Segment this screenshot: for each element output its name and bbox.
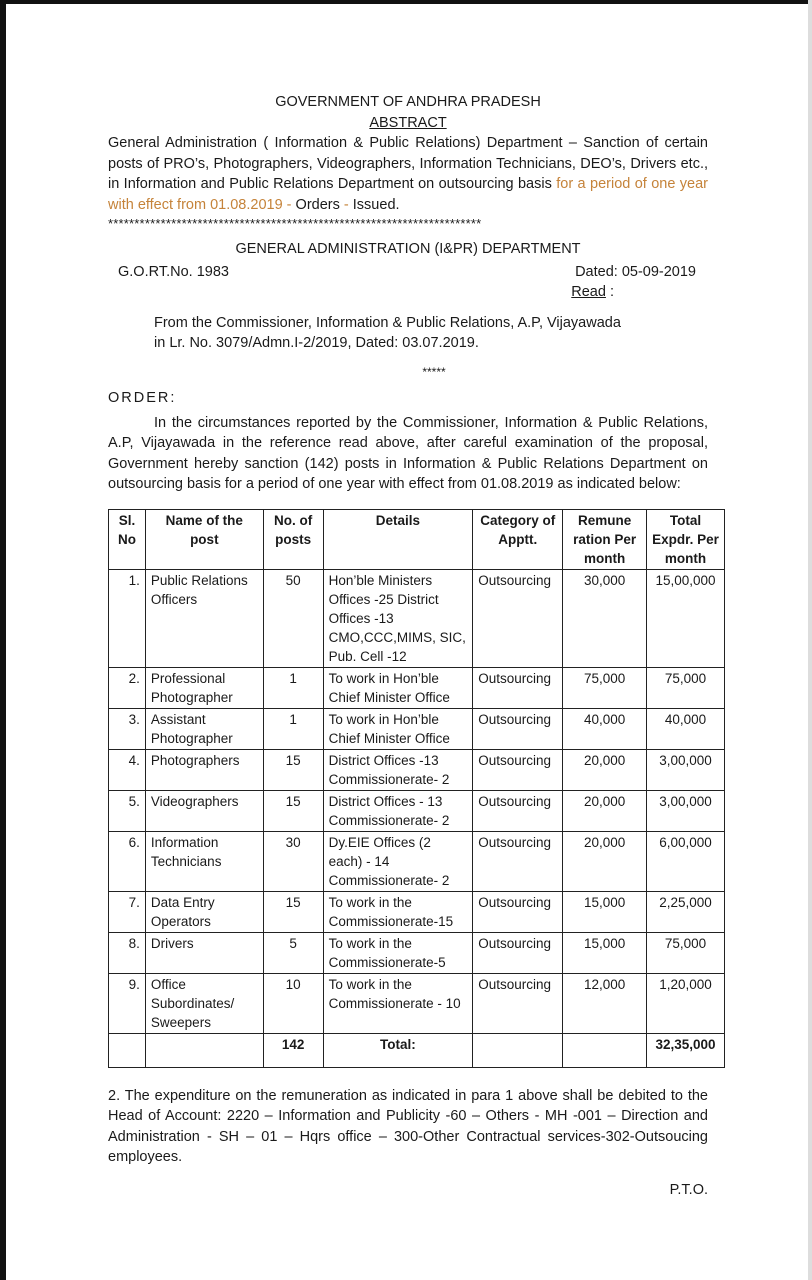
order-paragraph: In the circumstances reported by the Commissioner, Information & Public Relations, A.P, Vijayawada in the reference read above, after careful examination of the proposal, Government hereby sanction (142) posts in Information & Public Relations Department on outsourcing basis for a period of one year with effect from 01.08.2019 as indicated below: bbox=[108, 414, 708, 492]
table-row bbox=[109, 973, 725, 1033]
row-total: 15,00,000 bbox=[647, 569, 725, 667]
header-remuneration: Remune ration Per month bbox=[563, 509, 647, 569]
table-row bbox=[109, 749, 725, 790]
row-category: Outsourcing bbox=[473, 790, 563, 831]
subject-dash: - bbox=[343, 196, 349, 213]
row-sl: 1. bbox=[109, 569, 146, 667]
reference-block bbox=[108, 313, 708, 354]
row-name: Drivers bbox=[145, 932, 263, 973]
subject-period: for a period of one year with effect from 01.08.2019 - bbox=[108, 176, 708, 213]
go-date: Dated: 05-09-2019 bbox=[575, 263, 696, 280]
table-row bbox=[109, 831, 725, 891]
order-heading: ORDER: bbox=[108, 390, 177, 406]
subject-paragraph bbox=[108, 133, 708, 215]
row-name: Information Technicians bbox=[145, 831, 263, 891]
scan-edge-right bbox=[808, 0, 812, 1280]
row-remuneration: 15,000 bbox=[563, 932, 647, 973]
go-number-row bbox=[108, 262, 708, 283]
row-sl: 2. bbox=[109, 667, 146, 708]
row-total: 3,00,000 bbox=[647, 790, 725, 831]
row-category: Outsourcing bbox=[473, 831, 563, 891]
row-remuneration: 40,000 bbox=[563, 708, 647, 749]
row-sl: 3. bbox=[109, 708, 146, 749]
row-details: To work in the Commissionerate-15 bbox=[323, 891, 473, 932]
row-total: 75,000 bbox=[647, 932, 725, 973]
row-total: 1,20,000 bbox=[647, 973, 725, 1033]
header-name: Name of the post bbox=[145, 509, 263, 569]
abstract-heading: ABSTRACT bbox=[369, 114, 447, 131]
total-empty-category bbox=[473, 1033, 563, 1067]
row-details: District Offices -13 Commissionerate- 2 bbox=[323, 749, 473, 790]
row-name: Assistant Photographer bbox=[145, 708, 263, 749]
subject-orders: Orders bbox=[295, 196, 340, 213]
row-details: To work in Hon’ble Chief Minister Office bbox=[323, 667, 473, 708]
table-row bbox=[109, 569, 725, 667]
row-category: Outsourcing bbox=[473, 932, 563, 973]
row-remuneration: 20,000 bbox=[563, 831, 647, 891]
row-total: 3,00,000 bbox=[647, 749, 725, 790]
document-page bbox=[108, 92, 719, 1200]
row-total: 75,000 bbox=[647, 667, 725, 708]
scan-edge-left bbox=[0, 0, 6, 1280]
total-amount: 32,35,000 bbox=[647, 1033, 725, 1067]
row-details: To work in Hon’ble Chief Minister Office bbox=[323, 708, 473, 749]
read-colon: : bbox=[605, 284, 614, 300]
row-category: Outsourcing bbox=[473, 667, 563, 708]
row-remuneration: 15,000 bbox=[563, 891, 647, 932]
row-posts: 15 bbox=[263, 891, 323, 932]
row-remuneration: 20,000 bbox=[563, 790, 647, 831]
row-name: Public Relations Officers bbox=[145, 569, 263, 667]
row-sl: 7. bbox=[109, 891, 146, 932]
row-category: Outsourcing bbox=[473, 973, 563, 1033]
row-details: To work in the Commissionerate - 10 bbox=[323, 973, 473, 1033]
header-posts: No. of posts bbox=[263, 509, 323, 569]
row-sl: 8. bbox=[109, 932, 146, 973]
table-row bbox=[109, 790, 725, 831]
pto-label: P.T.O. bbox=[669, 1181, 708, 1198]
total-empty-name bbox=[145, 1033, 263, 1067]
total-posts: 142 bbox=[263, 1033, 323, 1067]
row-details: District Offices - 13 Commissionerate- 2 bbox=[323, 790, 473, 831]
table-total-row bbox=[109, 1033, 725, 1067]
row-sl: 4. bbox=[109, 749, 146, 790]
header-category: Category of Apptt. bbox=[473, 509, 563, 569]
row-name: Professional Photographer bbox=[145, 667, 263, 708]
read-label: Read bbox=[571, 284, 606, 300]
table-row bbox=[109, 891, 725, 932]
row-details: Dy.EIE Offices (2 each) - 14 Commissionerate- 2 bbox=[323, 831, 473, 891]
row-posts: 1 bbox=[263, 708, 323, 749]
row-name: Videographers bbox=[145, 790, 263, 831]
header-details: Details bbox=[323, 509, 473, 569]
row-category: Outsourcing bbox=[473, 708, 563, 749]
row-remuneration: 12,000 bbox=[563, 973, 647, 1033]
row-sl: 5. bbox=[109, 790, 146, 831]
reference-line-1: From the Commissioner, Information & Public Relations, A.P, Vijayawada bbox=[154, 314, 621, 331]
row-posts: 50 bbox=[263, 569, 323, 667]
row-total: 6,00,000 bbox=[647, 831, 725, 891]
row-sl: 6. bbox=[109, 831, 146, 891]
row-details: Hon’ble Ministers Offices -25 District Offices -13 CMO,CCC,MIMS, SIC, Pub. Cell -12 bbox=[323, 569, 473, 667]
row-category: Outsourcing bbox=[473, 569, 563, 667]
row-category: Outsourcing bbox=[473, 891, 563, 932]
row-name: Data Entry Operators bbox=[145, 891, 263, 932]
row-posts: 15 bbox=[263, 749, 323, 790]
row-remuneration: 75,000 bbox=[563, 667, 647, 708]
posts-table bbox=[108, 509, 725, 1068]
scan-edge-top bbox=[0, 0, 812, 4]
table-row bbox=[109, 708, 725, 749]
table-header-row bbox=[109, 509, 725, 569]
total-empty-sl bbox=[109, 1033, 146, 1067]
department-heading: GENERAL ADMINISTRATION (I&PR) DEPARTMENT bbox=[235, 241, 581, 257]
subject-main: General Administration ( Information & Public Relations) Department – Sanction of certain posts of PRO’s, Photographers, Videographers, Information Technicians, DEO’s, Drivers etc., in Information and Public Relations Department on outsourcing basis bbox=[108, 135, 708, 192]
star-divider: *********************************************************************** bbox=[108, 217, 482, 231]
reference-stars: ***** bbox=[422, 364, 446, 379]
row-sl: 9. bbox=[109, 973, 146, 1033]
row-total: 40,000 bbox=[647, 708, 725, 749]
header-total: Total Expdr. Per month bbox=[647, 509, 725, 569]
row-remuneration: 20,000 bbox=[563, 749, 647, 790]
row-name: Photographers bbox=[145, 749, 263, 790]
total-empty-rem bbox=[563, 1033, 647, 1067]
row-posts: 30 bbox=[263, 831, 323, 891]
table-row bbox=[109, 932, 725, 973]
go-number: G.O.RT.No. 1983 bbox=[118, 263, 229, 280]
table-row bbox=[109, 667, 725, 708]
row-details: To work in the Commissionerate-5 bbox=[323, 932, 473, 973]
reference-line-2: in Lr. No. 3079/Admn.I-2/2019, Dated: 03.07.2019. bbox=[154, 335, 479, 351]
row-remuneration: 30,000 bbox=[563, 569, 647, 667]
government-title: GOVERNMENT OF ANDHRA PRADESH bbox=[275, 94, 541, 110]
header-sl: Sl. No bbox=[109, 509, 146, 569]
subject-issued: Issued. bbox=[352, 196, 400, 213]
expenditure-paragraph: 2. The expenditure on the remuneration as indicated in para 1 above shall be debited to the Head of Account: 2220 – Information and Publicity -60 – Others - MH -001 – Direction and Administration - SH – 01 – Hqrs office – 300-Other Contractual services-302-Outsoucing employees. bbox=[108, 1087, 708, 1165]
read-row bbox=[108, 282, 708, 303]
row-name: Office Subordinates/ Sweepers bbox=[145, 973, 263, 1033]
total-label: Total: bbox=[323, 1033, 473, 1067]
row-posts: 10 bbox=[263, 973, 323, 1033]
row-total: 2,25,000 bbox=[647, 891, 725, 932]
row-posts: 15 bbox=[263, 790, 323, 831]
row-posts: 1 bbox=[263, 667, 323, 708]
row-posts: 5 bbox=[263, 932, 323, 973]
row-category: Outsourcing bbox=[473, 749, 563, 790]
